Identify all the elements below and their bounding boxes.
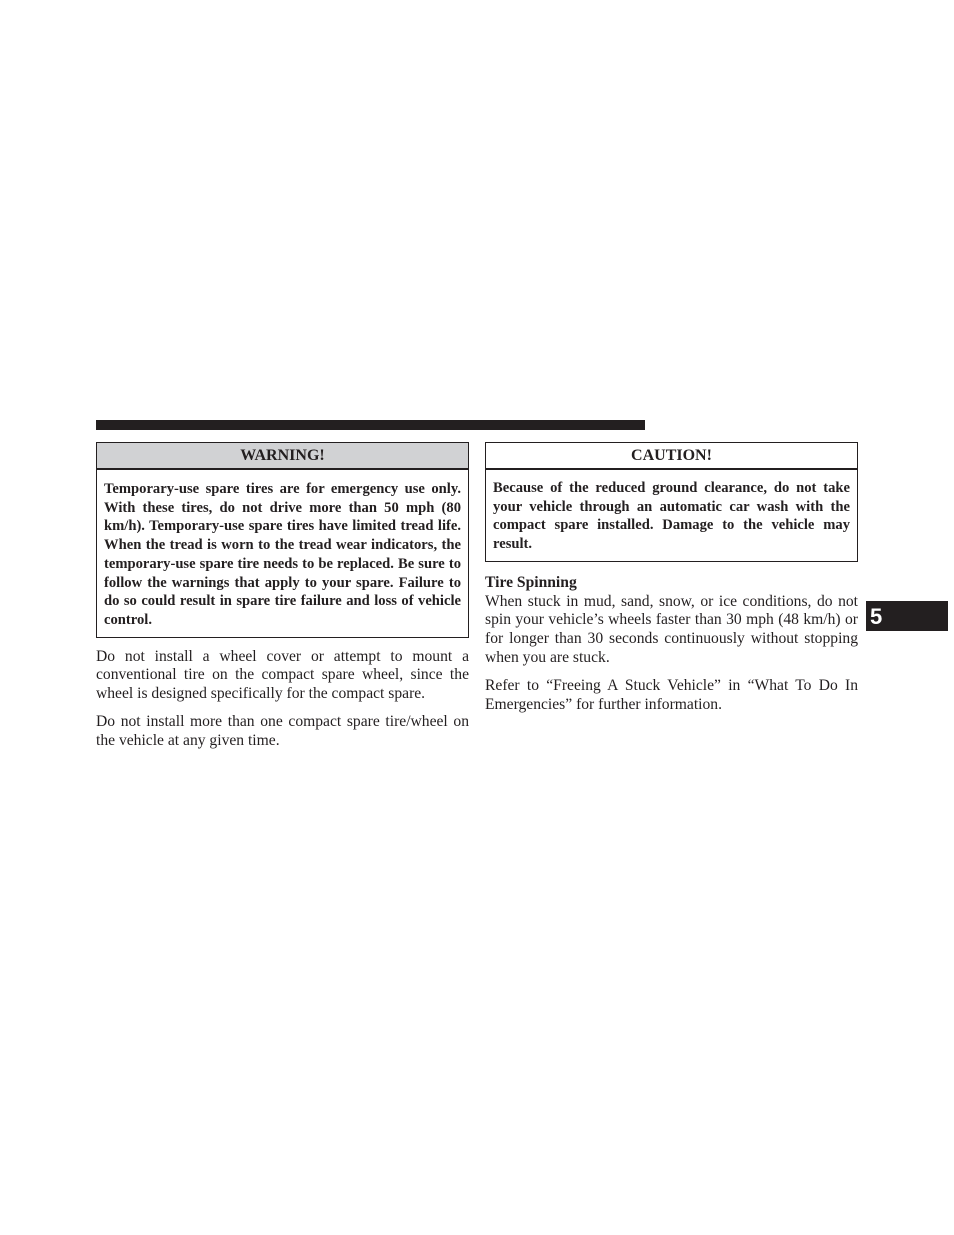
caution-box <box>485 442 858 562</box>
tire-spinning-paragraph: When stuck in mud, sand, snow, or ice conditions, do not spin your vehicle’s wheels faster than 30 mph (48 km/h) or for longer than 30 seconds continuously without stopping when you are stuck. <box>485 592 858 666</box>
wheel-cover-paragraph: Do not install a wheel cover or attempt to mount a conventional tire on the compact spare wheel, since the wheel is designed specifically for the compact spare. <box>96 647 469 703</box>
caution-body: Because of the reduced ground clearance, do not take your vehicle through an automatic car wash with the compact spare installed. Damage to the vehicle may result. <box>493 480 850 553</box>
caution-title: CAUTION! <box>486 443 857 470</box>
warning-body: Temporary-use spare tires are for emergency use only. With these tires, do not drive more than 50 mph (80 km/h). Temporary-use spare tires have limited tread life. When the tread is worn to the tread wear indicators, the temporary-use spare tire needs to be replaced. Be sure to follow the warnings that apply to your spare. Failure to do so could result in spare tire failure and loss of vehicle control. <box>104 481 461 628</box>
freeing-vehicle-paragraph: Refer to “Freeing A Stuck Vehicle” in “What To Do In Emergencies” for further information. <box>485 676 858 713</box>
single-spare-paragraph: Do not install more than one compact spare tire/wheel on the vehicle at any given time. <box>96 713 469 749</box>
section-rule <box>96 420 645 430</box>
left-column <box>96 442 469 751</box>
warning-title: WARNING! <box>97 443 468 470</box>
warning-box <box>96 442 469 638</box>
right-column <box>485 442 858 714</box>
tire-spinning-heading: Tire Spinning <box>485 573 577 591</box>
chapter-tab: 5 <box>866 601 948 631</box>
